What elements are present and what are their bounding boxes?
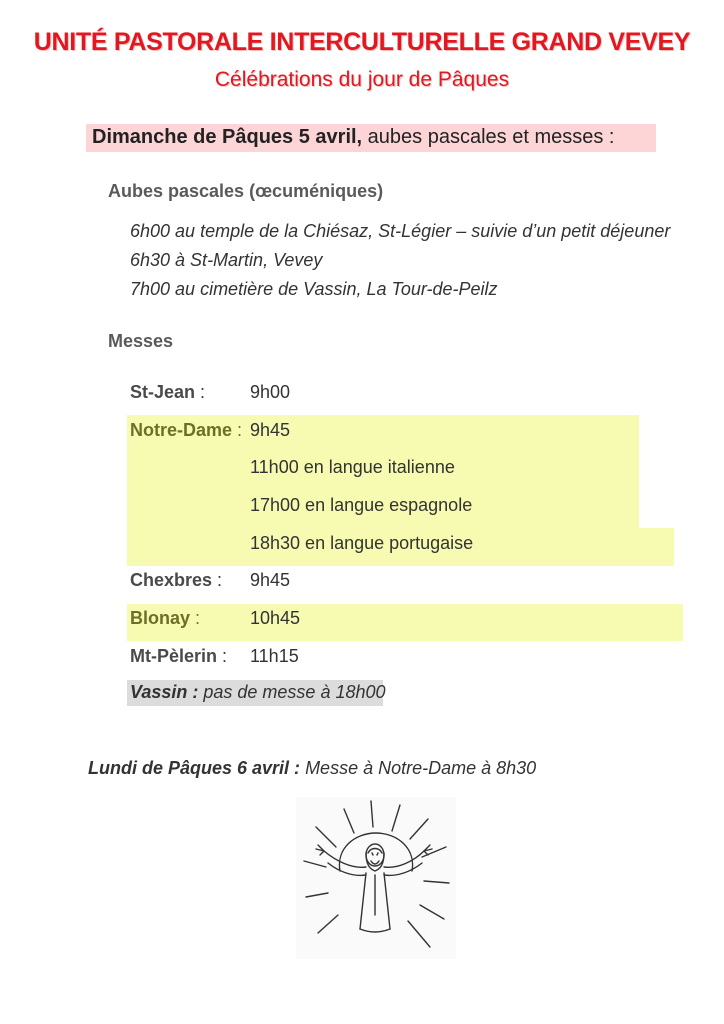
mass-time: 9h45 xyxy=(250,570,291,590)
sunday-description: aubes pascales et messes : xyxy=(362,126,615,148)
mass-place: Blonay : xyxy=(130,608,201,628)
mass-place: Chexbres : xyxy=(130,570,223,590)
mass-time: 17h00 en langue espagnole xyxy=(250,495,473,515)
aube-item: 6h00 au temple de la Chiésaz, St-Légier – suivie d’un petit déjeuner xyxy=(130,221,671,241)
mass-place: Notre-Dame : xyxy=(130,420,243,440)
mass-time: 10h45 xyxy=(250,608,301,628)
mass-time: 11h00 en langue italienne xyxy=(250,457,455,477)
mass-time: 18h30 en langue portugaise xyxy=(250,533,474,553)
sunday-heading xyxy=(92,126,614,149)
mass-place: St-Jean : xyxy=(130,382,206,402)
aube-item: 6h30 à St-Martin, Vevey xyxy=(130,250,323,270)
mass-place: Mt-Pèlerin : xyxy=(130,646,228,666)
risen-christ-icon xyxy=(296,797,456,959)
aubes-heading: Aubes pascales (œcuméniques) xyxy=(108,181,384,201)
blonay-highlight xyxy=(127,604,683,641)
monday-notice: Lundi de Pâques 6 avril : Messe à Notre-Dame à 8h30 xyxy=(88,758,537,778)
mass-time: 9h00 xyxy=(250,382,291,402)
page-title: UNITÉ PASTORALE INTERCULTURELLE GRAND VEVEY xyxy=(33,28,691,56)
page-subtitle: Célébrations du jour de Pâques xyxy=(214,68,510,91)
mass-time: 9h45 xyxy=(250,420,291,440)
messes-heading: Messes xyxy=(108,331,174,351)
vassin-notice: Vassin : pas de messe à 18h00 xyxy=(130,682,386,702)
mass-time: 11h15 xyxy=(250,646,299,666)
sunday-date: Dimanche de Pâques 5 avril, xyxy=(92,126,363,148)
aube-item: 7h00 au cimetière de Vassin, La Tour-de-Peilz xyxy=(130,279,498,299)
